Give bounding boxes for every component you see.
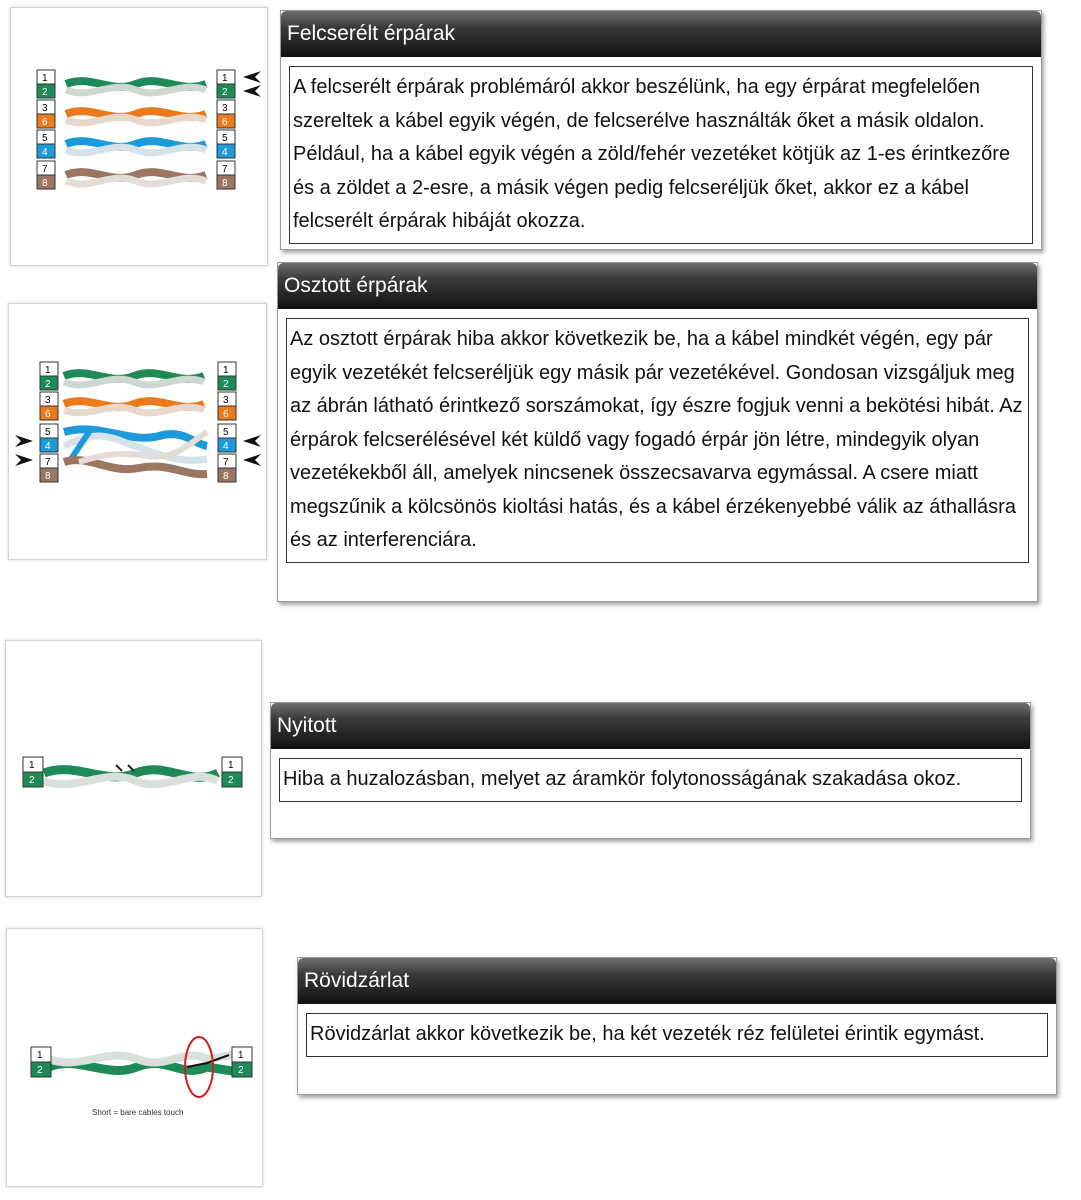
svg-text:2: 2 — [222, 87, 228, 98]
section-title: Rövidzárlat — [298, 958, 1056, 1004]
svg-text:1: 1 — [29, 760, 35, 771]
left-pin-block — [31, 1047, 51, 1077]
svg-text:3: 3 — [222, 103, 228, 114]
left-pin-block — [37, 70, 55, 189]
svg-text:8: 8 — [42, 178, 48, 189]
svg-text:2: 2 — [238, 1065, 244, 1076]
figure-open — [5, 640, 262, 897]
svg-text:6: 6 — [222, 117, 228, 128]
section-text: A felcserélt érpárak problémáról akkor beszélünk, ha egy érpárat megfelelően szereltek a kábel egyik végén, de felcserélve használták őket a másik oldalon. Például, ha a kábel egyik végén a zöld/fehér vezetéket kötjük az 1-es érintkezőre és a zöldet a 2-esre, a másik végen pedig felcseréljük őket, akkor ez a kábel felcserélt érpárak hibáját okozza. — [289, 66, 1033, 244]
arrow-icon — [243, 435, 261, 447]
left-pin-block — [23, 757, 43, 787]
svg-text:6: 6 — [42, 117, 48, 128]
svg-text:1: 1 — [42, 73, 48, 84]
right-pin-block — [218, 362, 236, 482]
left-pin-block — [40, 362, 58, 482]
right-pin-block — [222, 757, 242, 787]
svg-text:2: 2 — [223, 379, 229, 390]
svg-text:5: 5 — [45, 427, 51, 438]
arrow-icon — [243, 85, 261, 97]
arrow-icon — [15, 454, 33, 466]
swapped-pairs-diagram — [11, 8, 267, 265]
svg-text:2: 2 — [29, 775, 35, 786]
svg-text:8: 8 — [223, 471, 229, 482]
svg-text:5: 5 — [42, 133, 48, 144]
svg-text:7: 7 — [223, 457, 229, 468]
short-diagram — [7, 929, 262, 1186]
svg-text:7: 7 — [222, 164, 228, 175]
section-title: Nyitott — [271, 703, 1030, 749]
svg-text:1: 1 — [222, 73, 228, 84]
right-pin-block — [217, 70, 235, 189]
svg-text:1: 1 — [238, 1050, 244, 1061]
svg-text:1: 1 — [45, 365, 51, 376]
figure-short — [6, 928, 263, 1187]
svg-text:5: 5 — [223, 427, 229, 438]
svg-text:8: 8 — [222, 178, 228, 189]
svg-text:3: 3 — [223, 395, 229, 406]
svg-text:6: 6 — [223, 409, 229, 420]
svg-text:2: 2 — [37, 1065, 43, 1076]
svg-text:1: 1 — [228, 760, 234, 771]
svg-text:7: 7 — [42, 164, 48, 175]
section-text: Hiba a huzalozásban, melyet az áramkör folytonosságának szakadása okoz. — [279, 758, 1022, 802]
svg-text:3: 3 — [45, 395, 51, 406]
figure-caption: Short = bare cables touch — [92, 1108, 184, 1117]
svg-text:3: 3 — [42, 103, 48, 114]
arrow-icon — [15, 435, 33, 447]
section-title: Osztott érpárak — [278, 263, 1037, 309]
svg-text:4: 4 — [42, 147, 48, 158]
right-pin-block — [232, 1047, 252, 1077]
svg-text:5: 5 — [222, 133, 228, 144]
section-text: Az osztott érpárak hiba akkor következik be, ha a kábel mindkét végén, egy pár egyik vezetékét felcseréljük egy másik pár vezetékével. Gondosan vizsgáljuk meg az ábrán látható érintkező sorszámokat, így észre fogjuk venni a bekötési hibát. Az érpárok felcserélésével két küldő vagy fogadó érpár jön létre, mindegyik olyan vezetékekből áll, amelyek nincsenek összecsavarva egymással. A csere miatt megszűnik a kölcsönös kioltási hatás, és a kábel érzékenyebbé válik az áthallásra és az interferenciára. — [286, 318, 1029, 563]
figure-swapped-pairs — [10, 7, 268, 266]
svg-text:2: 2 — [228, 775, 234, 786]
svg-text:8: 8 — [45, 471, 51, 482]
svg-text:1: 1 — [223, 365, 229, 376]
svg-text:4: 4 — [223, 441, 229, 452]
callout-short — [297, 957, 1057, 1095]
svg-text:4: 4 — [45, 441, 51, 452]
arrow-icon — [243, 71, 261, 83]
figure-split-pairs — [8, 303, 267, 560]
split-pairs-diagram — [9, 304, 266, 559]
svg-text:4: 4 — [222, 147, 228, 158]
callout-open — [270, 702, 1031, 839]
svg-text:7: 7 — [45, 457, 51, 468]
section-title: Felcserélt érpárak — [281, 11, 1041, 57]
section-text: Rövidzárlat akkor következik be, ha két vezeték réz felületei érintik egymást. — [306, 1013, 1048, 1057]
svg-text:2: 2 — [42, 87, 48, 98]
callout-split-pairs — [277, 262, 1038, 602]
svg-text:6: 6 — [45, 409, 51, 420]
svg-text:2: 2 — [45, 379, 51, 390]
open-diagram — [6, 641, 261, 896]
callout-swapped-pairs — [280, 10, 1042, 250]
svg-text:1: 1 — [37, 1050, 43, 1061]
arrow-icon — [243, 454, 261, 466]
